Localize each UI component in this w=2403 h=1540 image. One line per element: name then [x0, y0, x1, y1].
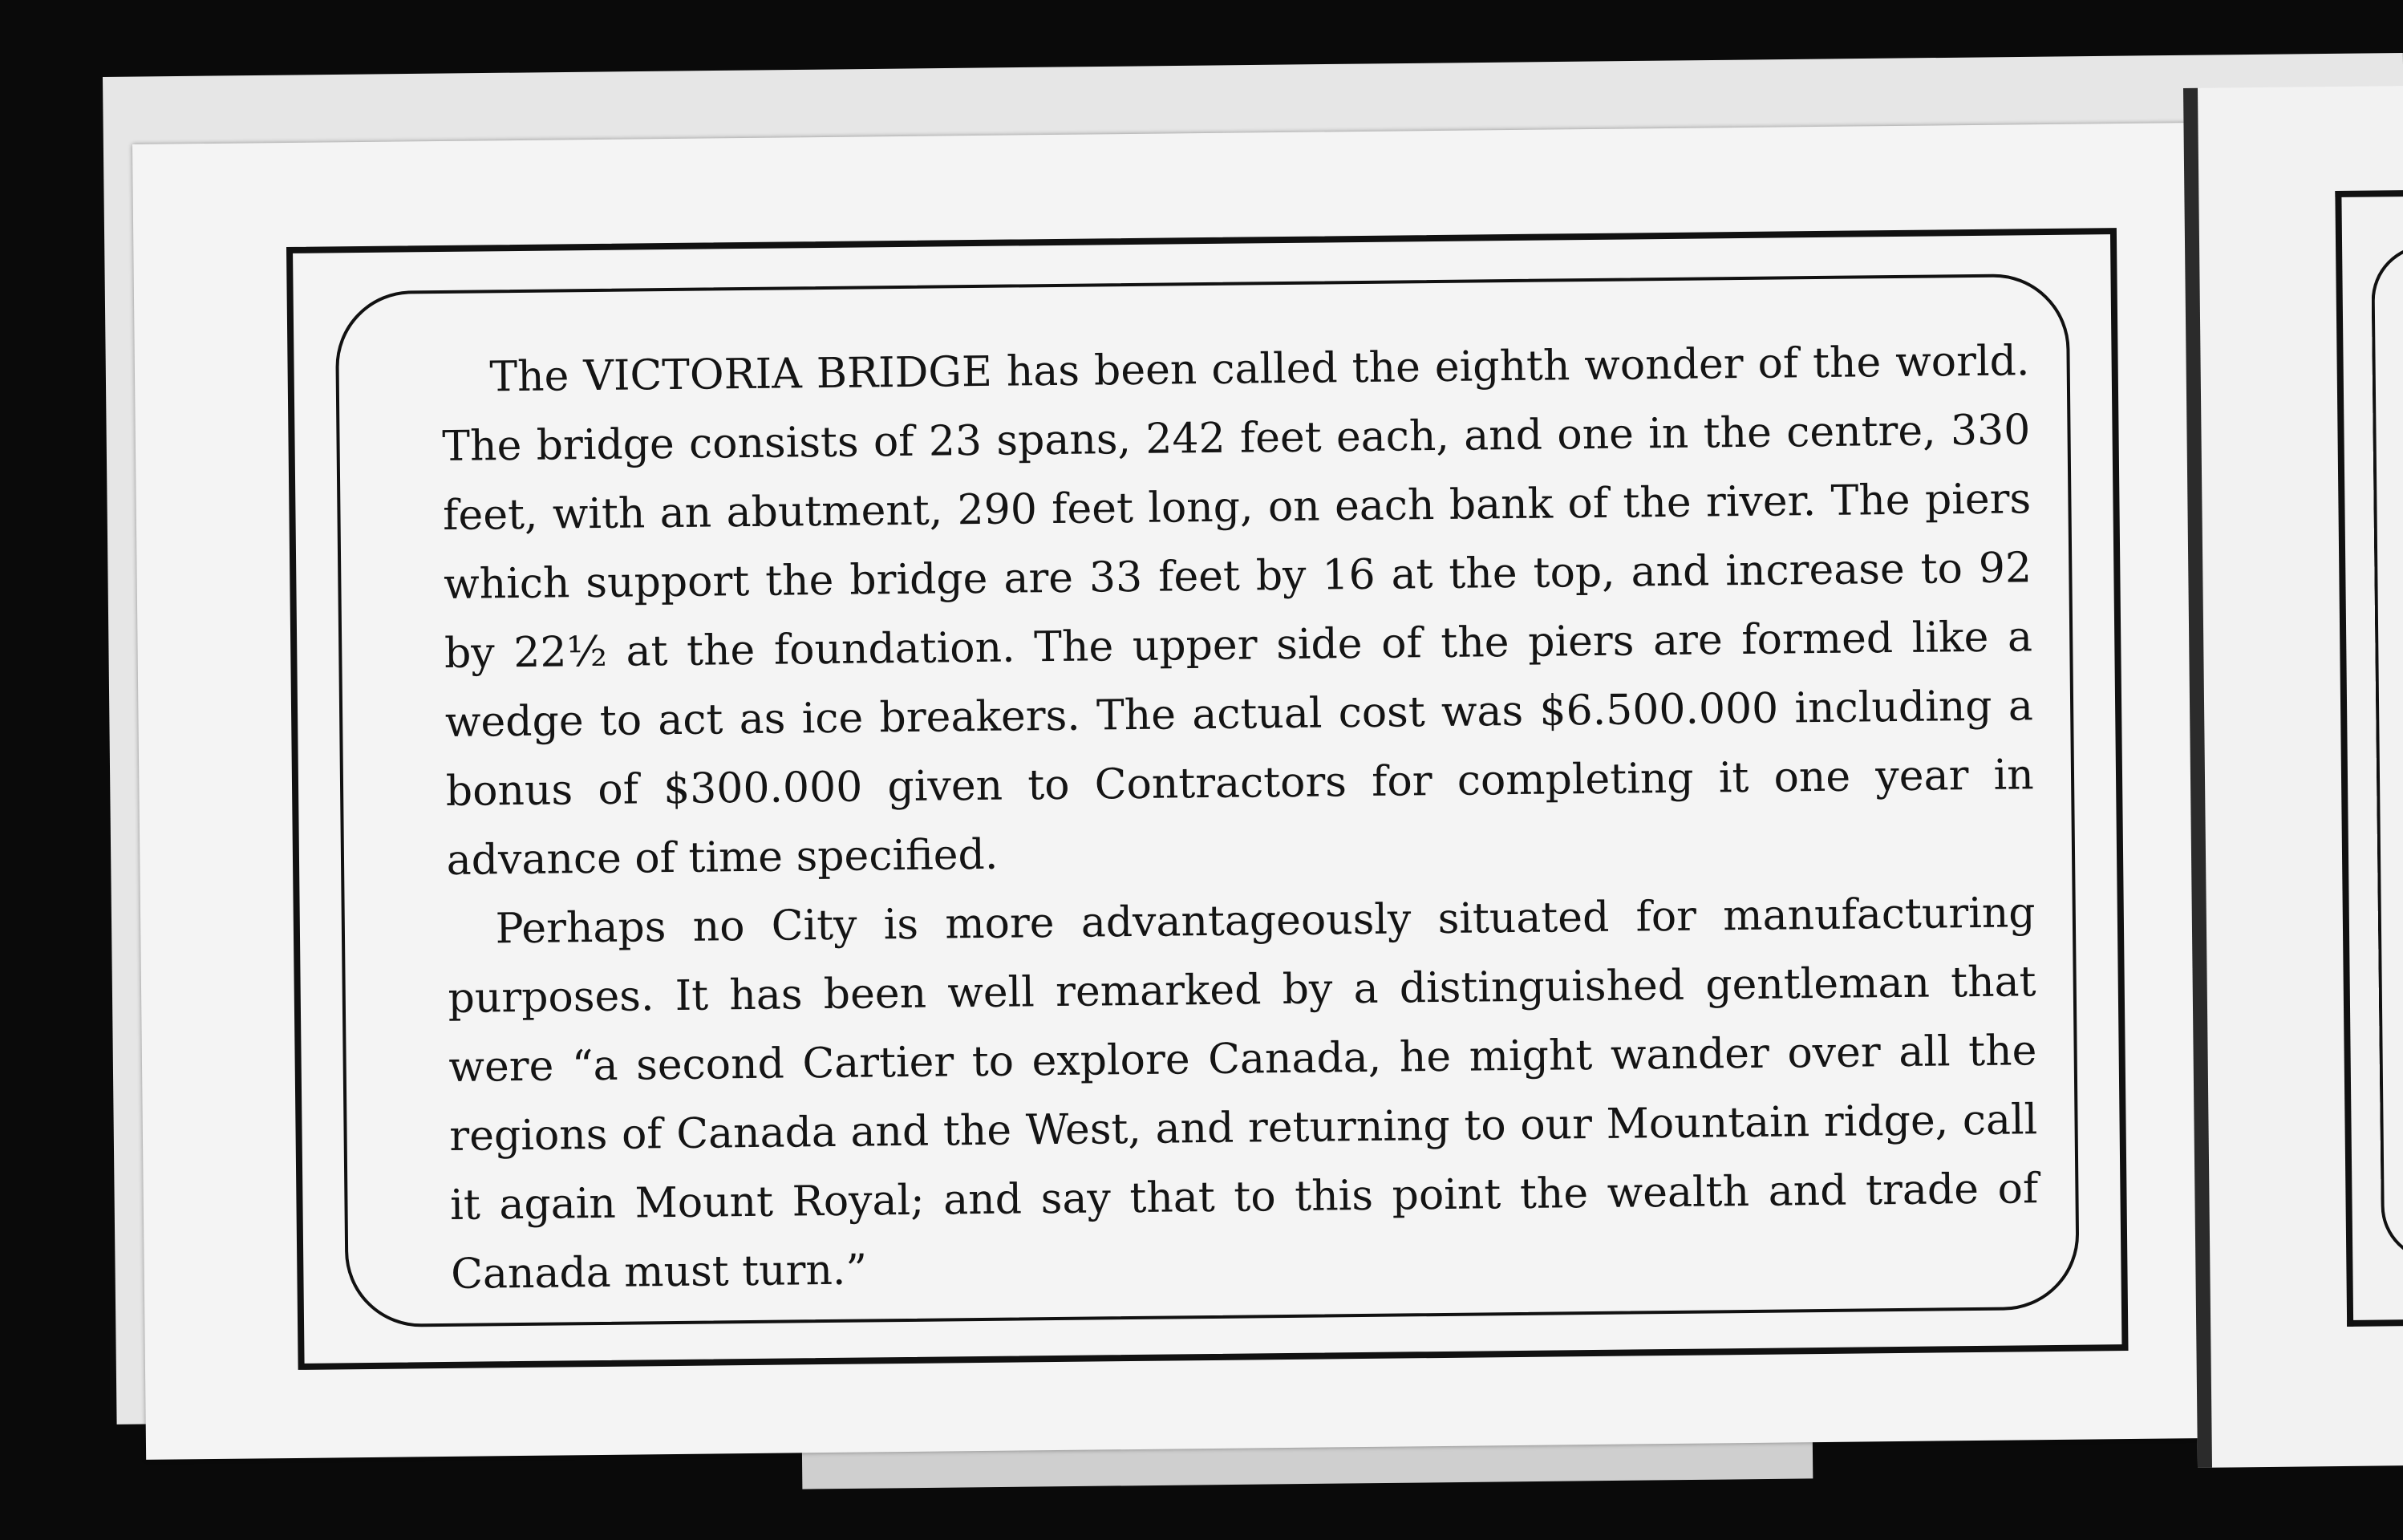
- text-block: [441, 326, 2039, 1309]
- paragraph-victoria-bridge: The VICTORIA BRIDGE has been called the eighth wonder of the world. The bridge consists of 23 spans, 242 feet each, and one in the centre, 330 feet, with an abutment, 290 feet long, on each bank of the river. The piers which support the bridge are 33 feet by 16 at the top, and increase to 92 by 22½ at the foundation. The upper side of the piers are formed like a wedge to act as ice breakers. The actual cost was $6.500.000 including a bonus of $300.000 given to Contractors for completing it one year in advance of time specified.: [442, 337, 2035, 885]
- adjacent-page-inner-frame: [2371, 243, 2403, 1262]
- adjacent-page-frame: [2335, 189, 2403, 1327]
- adjacent-page: [2183, 85, 2403, 1468]
- paragraph-manufacturing: Perhaps no City is more advantageously situated for manufacturing purposes. It has been well remarked by a distinguished gentleman that were “a second Cartier to explore Canada, he might wander over all the regions of Canada and the West, and returning to our Mountain ridge, call it again Mount Royal; and say that to this point the wealth and trade of Canada must turn.”: [448, 889, 2039, 1299]
